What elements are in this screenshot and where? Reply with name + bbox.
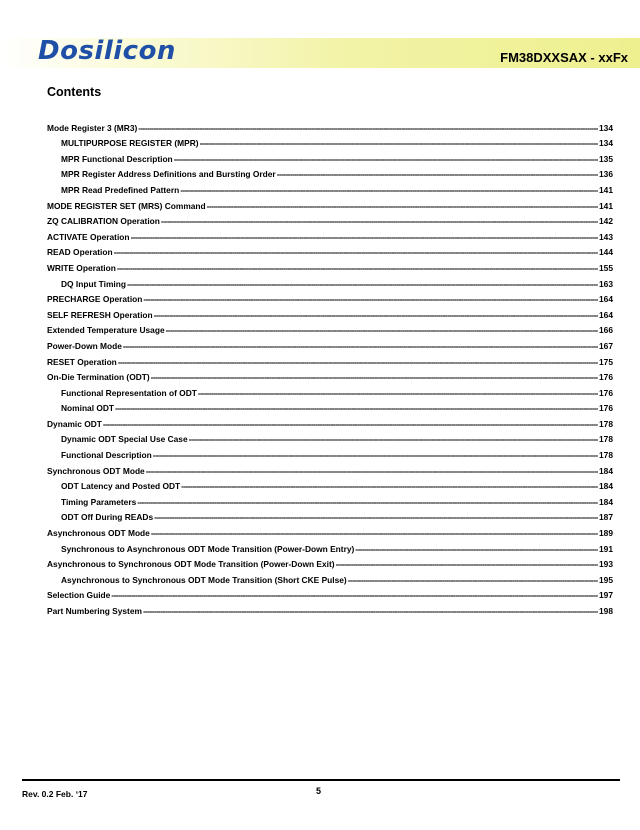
document-id: FM38DXXSAX - xxFx: [500, 50, 628, 65]
toc-entry-page: 195: [599, 574, 613, 585]
toc-entry[interactable]: [47, 522, 613, 538]
toc-dot-leader: [118, 357, 598, 367]
toc-entry-page: 166: [599, 325, 613, 336]
toc-dot-leader: [153, 450, 598, 460]
toc-entry-page: 175: [599, 356, 613, 367]
toc-entry[interactable]: [47, 382, 613, 398]
toc-entry-page: 141: [599, 200, 613, 211]
toc-entry-page: 198: [599, 606, 613, 616]
toc-entry[interactable]: [47, 413, 613, 429]
toc-entry-page: 135: [599, 153, 613, 164]
toc-entry[interactable]: [47, 444, 613, 460]
toc-entry[interactable]: [47, 273, 613, 289]
toc-dot-leader: [111, 590, 598, 600]
toc-entry-title: Power-Down Mode: [47, 340, 122, 351]
toc-entry-page: 176: [599, 372, 613, 383]
toc-entry-title: Selection Guide: [47, 590, 111, 601]
toc-dot-leader: [151, 372, 598, 382]
toc-entry-page: 163: [599, 278, 613, 289]
toc-dot-leader: [143, 294, 598, 304]
toc-entry-title: PRECHARGE Operation: [47, 294, 143, 305]
toc-entry-title: Nominal ODT: [61, 403, 115, 414]
toc-entry[interactable]: [47, 335, 613, 351]
toc-dot-leader: [123, 341, 598, 351]
toc-entry-page: 134: [599, 122, 613, 133]
toc-dot-leader: [161, 216, 598, 226]
toc-entry-title: Timing Parameters: [61, 496, 137, 507]
toc-entry-page: 178: [599, 434, 613, 445]
toc-entry-title: Asynchronous to Synchronous ODT Mode Transition (Power-Down Exit): [47, 559, 335, 570]
toc-dot-leader: [198, 388, 598, 398]
toc-entry-title: MPR Functional Description: [61, 153, 173, 164]
toc-dot-leader: [180, 185, 598, 195]
toc-entry[interactable]: [47, 507, 613, 523]
toc-entry-page: 164: [599, 309, 613, 320]
toc-entry[interactable]: [47, 554, 613, 570]
toc-dot-leader: [277, 169, 598, 179]
toc-entry[interactable]: [47, 289, 613, 305]
toc-entry[interactable]: [47, 133, 613, 149]
toc-entry[interactable]: [47, 600, 613, 616]
table-of-contents: [47, 117, 613, 616]
page-title: Contents: [47, 85, 102, 99]
toc-entry-page: 184: [599, 465, 613, 476]
toc-entry[interactable]: [47, 351, 613, 367]
toc-entry[interactable]: [47, 538, 613, 554]
toc-entry-title: Asynchronous ODT Mode: [47, 528, 150, 539]
toc-dot-leader: [114, 247, 598, 257]
toc-dot-leader: [146, 466, 598, 476]
toc-entry[interactable]: [47, 429, 613, 445]
toc-dot-leader: [207, 201, 598, 211]
toc-entry-page: 178: [599, 418, 613, 429]
toc-dot-leader: [103, 419, 598, 429]
toc-dot-leader: [138, 123, 598, 133]
footer-revision: Rev. 0.2 Feb. ‘17: [22, 789, 88, 799]
toc-entry-page: 144: [599, 247, 613, 258]
toc-entry-page: 191: [599, 543, 613, 554]
toc-entry-page: 184: [599, 481, 613, 492]
company-logo: Dosilicon: [38, 36, 176, 66]
toc-entry[interactable]: [47, 320, 613, 336]
toc-entry-title: Functional Description: [61, 450, 152, 461]
toc-dot-leader: [174, 154, 598, 164]
toc-entry-title: SELF REFRESH Operation: [47, 309, 153, 320]
toc-dot-leader: [137, 497, 598, 507]
toc-entry[interactable]: [47, 569, 613, 585]
toc-entry-title: Synchronous to Asynchronous ODT Mode Transition (Power-Down Entry): [61, 543, 355, 554]
toc-entry-page: 184: [599, 496, 613, 507]
toc-entry-title: WRITE Operation: [47, 262, 116, 273]
toc-entry-page: 178: [599, 450, 613, 461]
toc-entry-title: DQ Input Timing: [61, 278, 126, 289]
toc-entry-title: Synchronous ODT Mode: [47, 465, 145, 476]
toc-entry-title: Part Numbering System: [47, 606, 142, 616]
toc-entry-title: On-Die Termination (ODT): [47, 372, 150, 383]
toc-dot-leader: [181, 481, 598, 491]
toc-entry[interactable]: [47, 257, 613, 273]
toc-dot-leader: [166, 325, 598, 335]
toc-entry-title: MPR Read Predefined Pattern: [61, 184, 180, 195]
toc-entry[interactable]: [47, 117, 613, 133]
toc-dot-leader: [154, 512, 598, 522]
toc-entry[interactable]: [47, 476, 613, 492]
toc-entry-page: 167: [599, 340, 613, 351]
toc-entry-title: MULTIPURPOSE REGISTER (MPR): [61, 138, 199, 149]
toc-entry[interactable]: [47, 179, 613, 195]
toc-entry[interactable]: [47, 211, 613, 227]
toc-dot-leader: [131, 232, 599, 242]
toc-dot-leader: [200, 138, 598, 148]
toc-dot-leader: [154, 310, 598, 320]
toc-entry-page: 136: [599, 169, 613, 180]
toc-entry-title: ODT Off During READs: [61, 512, 154, 523]
toc-dot-leader: [151, 528, 598, 538]
toc-entry-page: 176: [599, 387, 613, 398]
toc-entry[interactable]: [47, 585, 613, 601]
toc-entry[interactable]: [47, 148, 613, 164]
toc-entry-title: Dynamic ODT Special Use Case: [61, 434, 188, 445]
toc-entry-title: ZQ CALIBRATION Operation: [47, 216, 160, 227]
toc-entry-page: 197: [599, 590, 613, 601]
toc-entry-title: ODT Latency and Posted ODT: [61, 481, 181, 492]
toc-entry-title: Asynchronous to Synchronous ODT Mode Transition (Short CKE Pulse): [61, 574, 347, 585]
toc-entry[interactable]: [47, 195, 613, 211]
toc-entry-page: 142: [599, 216, 613, 227]
toc-entry-page: 155: [599, 262, 613, 273]
toc-entry[interactable]: [47, 398, 613, 414]
toc-entry-title: MODE REGISTER SET (MRS) Command: [47, 200, 206, 211]
toc-entry-title: MPR Register Address Definitions and Bursting Order: [61, 169, 276, 180]
toc-entry-page: 134: [599, 138, 613, 149]
toc-entry[interactable]: [47, 242, 613, 258]
toc-entry-title: Mode Register 3 (MR3): [47, 122, 138, 133]
toc-entry[interactable]: [47, 491, 613, 507]
toc-entry[interactable]: [47, 367, 613, 383]
toc-dot-leader: [143, 606, 598, 616]
toc-dot-leader: [127, 279, 598, 289]
toc-entry[interactable]: [47, 460, 613, 476]
toc-dot-leader: [355, 544, 598, 554]
toc-entry-title: Dynamic ODT: [47, 418, 102, 429]
toc-dot-leader: [336, 559, 598, 569]
toc-entry-title: Extended Temperature Usage: [47, 325, 165, 336]
toc-entry[interactable]: [47, 304, 613, 320]
toc-dot-leader: [189, 434, 598, 444]
toc-dot-leader: [348, 575, 598, 585]
toc-entry-title: Functional Representation of ODT: [61, 387, 197, 398]
toc-entry[interactable]: [47, 226, 613, 242]
toc-entry-page: 164: [599, 294, 613, 305]
toc-entry-page: 176: [599, 403, 613, 414]
toc-entry-title: READ Operation: [47, 247, 113, 258]
toc-entry-page: 141: [599, 184, 613, 195]
toc-dot-leader: [117, 263, 598, 273]
toc-entry-page: 193: [599, 559, 613, 570]
footer-divider: [22, 779, 620, 781]
toc-entry-page: 187: [599, 512, 613, 523]
toc-entry-title: RESET Operation: [47, 356, 117, 367]
toc-dot-leader: [115, 403, 598, 413]
toc-entry-page: 189: [599, 528, 613, 539]
footer-page-number: 5: [316, 786, 322, 796]
toc-entry[interactable]: [47, 164, 613, 180]
toc-entry-title: ACTIVATE Operation: [47, 231, 130, 242]
toc-entry-page: 143: [599, 231, 613, 242]
